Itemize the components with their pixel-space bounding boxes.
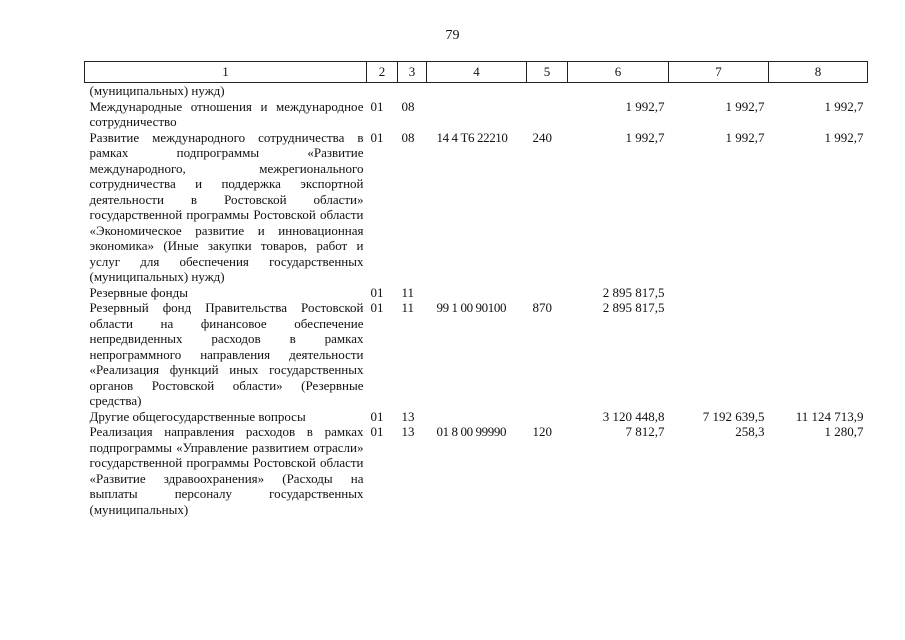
row-value-col8: 1 992,7 — [824, 129, 864, 145]
table-row — [85, 285, 868, 301]
column-header: 3 — [398, 62, 427, 83]
row-subsection: 08 — [401, 129, 415, 145]
row-target-code — [427, 99, 527, 130]
row-name: Другие общегосударственные вопросы — [89, 408, 306, 424]
table-header-row — [85, 62, 868, 83]
row-name: Резервный фонд Правительства Ростовской области на финансовое обеспечение непредвиденных расходов в рамках непрограммного направления деятельности «Реализация функций иных государственных органов Ростовской области» (Резервные средства) — [89, 300, 364, 408]
row-target-code — [427, 409, 527, 425]
row-subsection: 08 — [401, 98, 415, 114]
row-name: Реализация направления расходов в рамках подпрограммы «Управление развитием отрасли» государственной программы Ростовской области «Развитие здравоохранения» (Расходы на выплаты персоналу государственных (муниципальных) — [89, 424, 364, 517]
row-name: Международные отношения и международное сотрудничество — [89, 98, 364, 129]
column-header: 2 — [367, 62, 398, 83]
column-header: 7 — [669, 62, 769, 83]
row-section: 01 — [370, 98, 384, 114]
column-header: 6 — [568, 62, 669, 83]
column-header: 5 — [527, 62, 568, 83]
table-row — [85, 409, 868, 425]
row-section: 01 — [370, 408, 384, 424]
row-value-col7: 1 992,7 — [725, 98, 765, 114]
row-target-code — [427, 83, 527, 99]
row-value-col6 — [568, 83, 669, 99]
row-section: 01 — [370, 300, 384, 315]
row-target-code — [427, 285, 527, 301]
budget-table — [84, 61, 868, 517]
table-row — [85, 83, 868, 99]
row-subsection: 13 — [401, 424, 415, 439]
row-value-col8: 1 992,7 — [824, 98, 864, 114]
row-expense-type — [527, 83, 568, 99]
row-name: Развитие международного сотрудничества в рамках подпрограммы «Развитие международного, межрегионального сотрудничества и поддержка экспортной деятельности в Ростовской области» государственной программы Ростовской области «Экономическое развитие и инновационная экономика» (Иные закупки товаров, работ и услуг для обеспечения государственных (муниципальных) нужд) — [89, 129, 364, 284]
row-section — [367, 83, 398, 99]
row-expense-type: 870 — [532, 300, 552, 315]
page-number: 79 — [445, 28, 460, 43]
row-value-col6: 1 992,7 — [625, 98, 665, 114]
row-value-col8 — [769, 285, 868, 301]
column-header: 8 — [769, 62, 868, 83]
row-expense-type — [527, 409, 568, 425]
row-subsection: 11 — [401, 284, 415, 300]
row-value-col6: 7 812,7 — [625, 424, 665, 439]
row-target-code: 14 4 Т6 22210 — [436, 129, 508, 145]
row-value-col8: 11 124 713,9 — [795, 408, 864, 424]
column-header: 4 — [427, 62, 527, 83]
row-expense-type — [527, 99, 568, 130]
column-header: 1 — [85, 62, 367, 83]
row-section: 01 — [370, 129, 384, 145]
row-expense-type — [527, 285, 568, 301]
row-value-col6: 1 992,7 — [625, 129, 665, 145]
row-value-col7: 258,3 — [735, 424, 765, 439]
row-subsection: 11 — [401, 300, 415, 315]
row-section: 01 — [370, 424, 384, 439]
row-value-col8: 1 280,7 — [824, 424, 864, 439]
row-value-col8 — [769, 300, 868, 409]
row-value-col6: 2 895 817,5 — [602, 300, 665, 315]
row-expense-type: 240 — [532, 129, 552, 145]
row-name: Резервные фонды — [89, 284, 188, 300]
row-subsection: 13 — [401, 408, 415, 424]
table-row — [85, 130, 868, 285]
row-value-col7 — [669, 300, 769, 409]
row-value-col7: 1 992,7 — [725, 129, 765, 145]
row-section: 01 — [370, 284, 384, 300]
row-value-col7: 7 192 639,5 — [702, 408, 765, 424]
table-row — [85, 424, 868, 517]
row-value-col6: 2 895 817,5 — [602, 284, 665, 300]
row-name: (муниципальных) нужд) — [89, 83, 225, 98]
table-row — [85, 99, 868, 130]
row-value-col8 — [769, 83, 868, 99]
table-row — [85, 300, 868, 409]
row-subsection — [398, 83, 427, 99]
row-value-col7 — [669, 83, 769, 99]
row-value-col6: 3 120 448,8 — [602, 408, 665, 424]
row-target-code: 01 8 00 99990 — [436, 424, 507, 439]
row-target-code: 99 1 00 90100 — [436, 300, 507, 315]
row-expense-type: 120 — [532, 424, 552, 439]
row-value-col7 — [669, 285, 769, 301]
